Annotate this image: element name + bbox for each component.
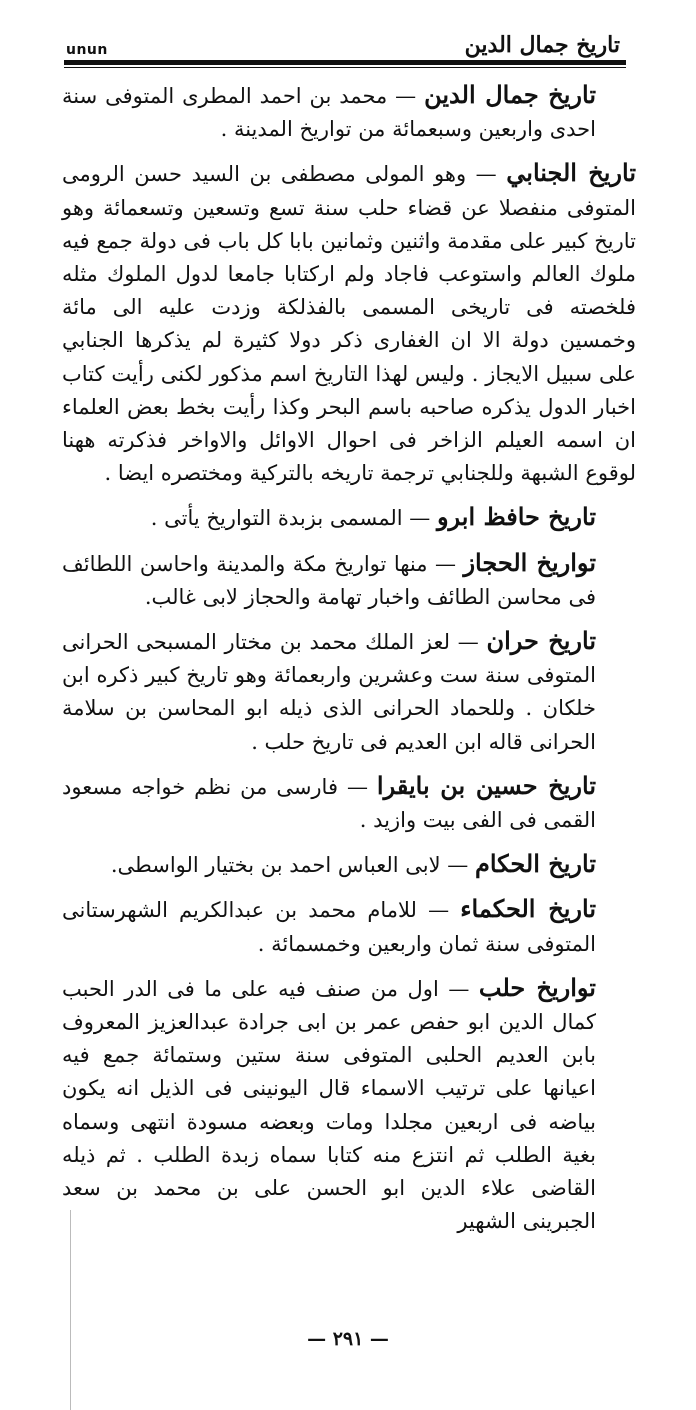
entry-tarikh-al-hukkam bbox=[62, 847, 636, 882]
entry-text: — للامام محمد بن عبدالكريم الشهرستانى المتوفى سنة ثمان واربعين وخمسمائة . bbox=[62, 898, 596, 956]
entry-text: — وهو المولى مصطفى بن السيد حسن الرومى المتوفى منفصلا عن قضاء حلب سنة تسع وتسعين وتسعمائة وهو تاريخ كبير على مقدمة واثنين وثمانين بابا كل باب فى دولة جمع فيه ملوك العالم واستوعب فاجاد ولم اركتابا جامعا لدول الملوك مثله فلخصته فى تاريخى المسمى بالفذلكة وزدت عليه الى مائة وخمسين دولة الا ان الغفارى ذكر دولا كثيرة لم يذكرها الجنابي على سبيل الايجاز . وليس لهذا التاريخ اسم مذكور لكنى رأيت كتاب اخبار الدول يذكره صاحبه باسم البحر وكذا رأيت بخط بعض العلماء ان اسمه العيلم الزاخر فى احوال الاوائل والاواخر فذكرته ههنا لوقوع الشبهة وللجنابي ترجمة تاريخه بالتركية ومختصره ايضا . bbox=[62, 162, 636, 486]
entry-title: تاريخ الجنابي bbox=[506, 158, 636, 188]
entry-tarikh-hafiz-abru bbox=[62, 500, 636, 535]
entry-title: تواريخ حلب bbox=[478, 972, 596, 1002]
header-rule-thin bbox=[64, 67, 626, 68]
entry-text: — فارسى من نظم خواجه مسعود القمى فى الفى بيت وازيد . bbox=[62, 774, 596, 833]
page-body bbox=[62, 78, 636, 1239]
entry-tarikh-al-janabi bbox=[62, 156, 636, 490]
entry-text: — اول من صنف فيه على ما فى الدر الحبب كمال الدين ابو حفص عمر بن ابى جرادة عبدالعزيز المعروف بابن العديم الحلبى المتوفى سنة ستين وستمائة جمع فيه اعيانها على ترتيب الاسماء قال اليونينى فى الذيل انه يكون بياضه فى اربعين مجلدا ومات وبعضه مسودة انتهى وسماه بغية الطلب ثم انتزع منه كتابا سماه زبدة الطلب . ثم ذيله القاضى علاء الدين ابو الحسن على بن محمد بن سعد الجبرينى الشهير bbox=[62, 976, 596, 1234]
entry-text: — لابى العباس احمد بن بختيار الواسطى. bbox=[110, 853, 475, 878]
running-header bbox=[66, 30, 620, 58]
entry-tarikh-husayn-bayqara bbox=[62, 769, 636, 837]
entry-text: — منها تواريخ مكة والمدينة واحاسن اللطائف فى محاسن الطائف واخبار تهامة والحجاز لابى غالب. bbox=[62, 551, 596, 609]
entry-title: تاريخ جمال الدين bbox=[424, 80, 597, 109]
entry-tarikh-jamal-al-din bbox=[62, 78, 636, 146]
entry-title: تاريخ الحكماء bbox=[460, 894, 597, 924]
entry-title: تاريخ حران bbox=[486, 626, 596, 656]
entry-tawarikh-halab bbox=[62, 971, 636, 1239]
entry-tawarikh-al-hijaz bbox=[62, 546, 636, 614]
header-running-title: تاريخ جمال الدين bbox=[464, 32, 620, 58]
entry-text: — المسمى بزبدة التواريخ يأتى . bbox=[150, 506, 437, 531]
page-number: — ٢٩١ — bbox=[307, 1328, 389, 1350]
entry-text: — لعز الملك محمد بن مختار المسبحى الحرانى المتوفى سنة ست وعشرين واربعمائة وهو تاريخ كبير ذكره ابن خلكان . وللحماد الحرانى الذى ذيله ابو المحاسن بن سلامة الحرانى قاله ابن العديم فى تاريخ حلب . bbox=[62, 630, 596, 754]
entry-title: تاريخ حسين بن بايقرا bbox=[376, 770, 596, 800]
header-rule-thick bbox=[64, 60, 626, 65]
header-left-text: unun bbox=[66, 42, 108, 58]
entry-text: — محمد بن احمد المطرى المتوفى سنة احدى واربعين وسبعمائة من تواريخ المدينة . bbox=[62, 84, 596, 142]
entry-tarikh-al-hukama bbox=[62, 892, 636, 960]
entry-title: تواريخ الحجاز bbox=[463, 547, 596, 577]
entry-title: تاريخ حافظ ابرو bbox=[436, 502, 596, 532]
entry-tarikh-harran bbox=[62, 624, 636, 759]
margin-line bbox=[70, 1210, 71, 1410]
entry-title: تاريخ الحكام bbox=[474, 849, 596, 879]
